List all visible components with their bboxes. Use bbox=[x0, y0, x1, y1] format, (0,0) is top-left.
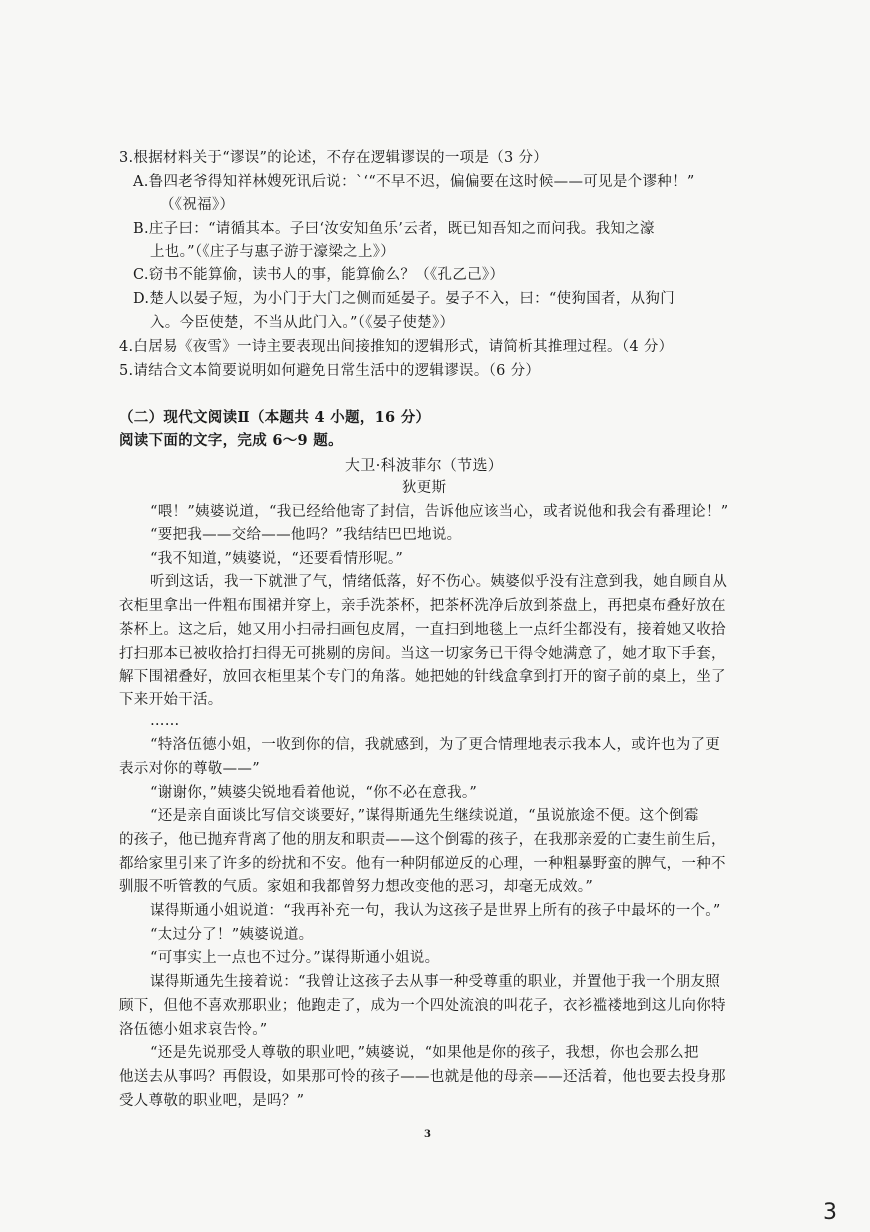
passage-line: 谋得斯通先生接着说：“我曾让这孩子去从事一种受尊重的职业，并置他于我一个朋友照 bbox=[150, 974, 721, 990]
q3-option-d-cont: 入。今臣使楚，不当从此门入。”（《晏子使楚》） bbox=[150, 315, 455, 331]
passage-line: “谢谢你，”姨婆尖锐地看着他说，“你不必在意我。” bbox=[150, 785, 478, 801]
passage-line: “太过分了！”姨婆说道。 bbox=[150, 927, 314, 943]
passage-ellipsis: …… bbox=[150, 713, 180, 729]
passage-line: 洛伍德小姐求哀告怜。” bbox=[119, 1022, 268, 1038]
passage-line: 驯服不听管教的气质。家姐和我都曾努力想改变他的恶习，却毫无成效。” bbox=[119, 879, 594, 895]
q3-option-c: C.窃书不能算偷，读书人的事，能算偷么？（《孔乙己》） bbox=[133, 267, 505, 283]
section-heading: （二）现代文阅读Ⅱ（本题共 4 小题，16 分） bbox=[119, 409, 431, 426]
q5: 5.请结合文本简要说明如何避免日常生活中的逻辑谬误。（6 分） bbox=[119, 363, 541, 379]
q4: 4.白居易《夜雪》一诗主要表现出间接推知的逻辑形式，请简析其推理过程。（4 分） bbox=[119, 339, 674, 355]
q3-option-a: A.鲁四老爷得知祥林嫂死讯后说：`‘“不早不迟，偏偏要在这时候——可见是个谬种！” bbox=[133, 174, 695, 190]
passage-line: 受人尊敬的职业吧，是吗？” bbox=[119, 1093, 305, 1109]
passage-line: “我不知道，”姨婆说，“还要看情形呢。” bbox=[150, 551, 404, 567]
passage-line: “要把我——交给——他吗？”我结结巴巴地说。 bbox=[150, 527, 462, 543]
q3-stem: 3.根据材料关于“谬误”的论述，不存在逻辑谬误的一项是（3 分） bbox=[119, 150, 549, 166]
q3-option-a-source: （《祝福》） bbox=[160, 197, 235, 213]
passage-line: 谋得斯通小姐说道：“我再补充一句，我认为这孩子是世界上所有的孩子中最坏的一个。” bbox=[150, 903, 721, 919]
passage-line: 顾下，但他不喜欢那职业；他跑走了，成为一个四处流浪的叫花子，衣衫褴褛地到这儿向你特 bbox=[119, 998, 726, 1014]
passage-line: 表示对你的尊敬——” bbox=[119, 761, 260, 777]
passage-line: “特洛伍德小姐，一收到你的信，我就感到，为了更合情理地表示我本人，或许也为了更 bbox=[150, 737, 721, 753]
passage-line: 打扫那本已被收拾打扫得无可挑剔的房间。当这一切家务已干得令她满意了，她才取下手套， bbox=[119, 646, 726, 662]
passage-line: 茶杯上。这之后，她又用小扫帚扫画包皮屑，一直扫到地毯上一点纤尘都没有，接着她又收拾 bbox=[119, 622, 726, 638]
passage-line: 解下围裙叠好，放回衣柜里某个专门的角落。她把她的针线盒拿到打开的窗子前的桌上，坐了 bbox=[119, 669, 726, 685]
passage-line: 他送去从事吗？再假设，如果那可怜的孩子——也就是他的母亲——还活着，他也要去投身那 bbox=[119, 1069, 726, 1085]
passage-line: “喂！”姨婆说道，“我已经给他寄了封信，告诉他应该当心，或者说他和我会有番理论！” bbox=[150, 504, 729, 520]
passage-line: 的孩子，他已抛弃背离了他的朋友和职责——这个倒霉的孩子，在我那亲爱的亡妻生前生后， bbox=[119, 832, 726, 848]
passage-line: “还是亲自面谈比写信交谈要好，”谋得斯通先生继续说道，“虽说旅途不便。这个倒霉 bbox=[150, 808, 699, 824]
corner-page-number: 3 bbox=[823, 1200, 838, 1225]
passage-line: 衣柜里拿出一件粗布围裙并穿上，亲手洗茶杯，把茶杯洗净后放到茶盘上，再把桌布叠好放在 bbox=[119, 598, 726, 614]
passage-author: 狄更斯 bbox=[402, 480, 447, 496]
passage-title: 大卫·科波菲尔（节选） bbox=[345, 456, 504, 474]
passage-line: “可事实上一点也不过分。”谋得斯通小姐说。 bbox=[150, 950, 440, 966]
passage-line: 都给家里引来了许多的纷扰和不安。他有一种阴郁逆反的心理，一种粗暴野蛮的脾气，一种不 bbox=[119, 856, 726, 872]
passage-line: 下来开始干活。 bbox=[119, 692, 223, 708]
page-number: 3 bbox=[424, 1129, 432, 1140]
passage-line: “还是先说那受人尊敬的职业吧，”姨婆说，“如果他是你的孩子，我想，你也会那么把 bbox=[150, 1045, 699, 1061]
passage-line: 听到这话，我一下就泄了气，情绪低落，好不伤心。姨婆似乎没有注意到我，她自顾自从 bbox=[150, 574, 728, 590]
q3-option-b-cont: 上也。”（《庄子与惠子游于濠梁之上》） bbox=[150, 244, 396, 260]
section-instruction: 阅读下面的文字，完成 6～9 题。 bbox=[119, 432, 343, 449]
q3-option-b: B.庄子曰：“请循其本。子曰‘汝安知鱼乐’云者，既已知吾知之而问我。我知之濠 bbox=[133, 221, 655, 237]
q3-option-d: D.楚人以晏子短，为小门于大门之侧而延晏子。晏子不入，曰：“使狗国者，从狗门 bbox=[133, 291, 676, 307]
